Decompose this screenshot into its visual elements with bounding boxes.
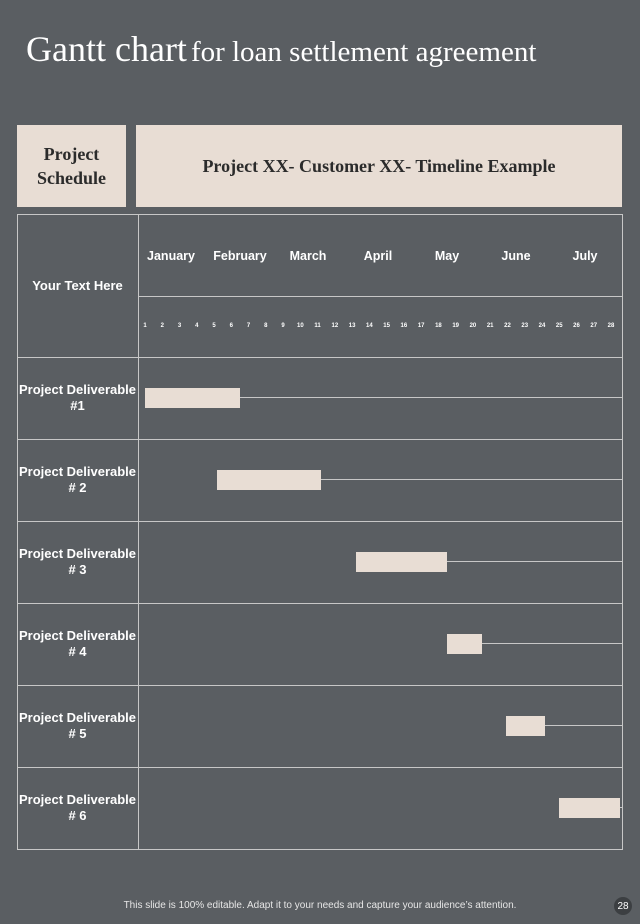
day-tick-label: 9 — [281, 323, 285, 329]
task-leader-line — [321, 479, 623, 480]
task-bar — [217, 470, 321, 490]
month-label: June — [501, 249, 531, 263]
timeline-title-box: Project XX- Customer XX- Timeline Example — [136, 125, 622, 207]
day-tick-label: 4 — [195, 323, 199, 329]
task-leader-line — [545, 725, 623, 726]
day-tick-label: 19 — [452, 323, 460, 329]
day-tick-label: 20 — [469, 323, 477, 329]
grid-divider — [138, 214, 139, 850]
month-label: May — [434, 249, 460, 263]
task-bar — [447, 634, 482, 654]
task-label: Project Deliverable # 4 — [18, 628, 137, 659]
task-leader-line — [620, 807, 623, 808]
task-leader-line — [482, 643, 623, 644]
month-label: February — [213, 249, 267, 263]
task-label: Project Deliverable # 6 — [18, 792, 137, 823]
day-tick-label: 18 — [435, 323, 442, 329]
day-tick-label: 10 — [296, 323, 304, 329]
title-rest: for loan settlement agreement — [190, 36, 537, 68]
task-label: Project Deliverable # 2 — [18, 464, 137, 495]
row-header: Your Text Here — [32, 278, 123, 293]
day-tick-label: 1 — [143, 323, 147, 329]
row-separator — [17, 521, 623, 522]
footer-text: This slide is 100% editable. Adapt it to your needs and capture your audience’s attention. — [123, 900, 517, 911]
day-tick-label: 12 — [331, 323, 339, 329]
task-bar — [356, 552, 447, 572]
task-label: Project Deliverable #1 — [18, 382, 137, 413]
page-number: 28 — [614, 897, 632, 915]
task-label: Project Deliverable # 5 — [18, 710, 137, 741]
page-title — [26, 28, 536, 70]
day-tick-label: 26 — [573, 323, 580, 329]
day-tick-label: 21 — [486, 323, 494, 329]
task-bar — [145, 388, 240, 408]
day-tick-label: 13 — [348, 323, 356, 329]
day-tick-label: 5 — [212, 323, 216, 329]
gantt-grid — [17, 214, 623, 850]
day-tick-label: 25 — [555, 323, 563, 329]
day-tick-label: 6 — [229, 323, 233, 329]
task-bar — [506, 716, 546, 736]
month-label: March — [289, 249, 327, 263]
row-separator — [17, 439, 623, 440]
day-tick-label: 3 — [177, 323, 182, 329]
task-bar — [559, 798, 619, 818]
day-tick-label: 23 — [521, 323, 529, 329]
day-tick-label: 7 — [246, 323, 251, 329]
title-main: Gantt chart — [26, 29, 187, 69]
row-separator — [17, 767, 623, 768]
day-tick-label: 22 — [504, 323, 511, 329]
day-tick-label: 11 — [314, 323, 321, 329]
task-label: Project Deliverable # 3 — [18, 546, 137, 577]
day-tick-label: 16 — [400, 323, 408, 329]
day-tick-label: 24 — [538, 323, 546, 329]
month-day-divider — [139, 296, 623, 297]
row-separator — [17, 603, 623, 604]
day-tick-label: 2 — [160, 323, 164, 329]
task-leader-line — [447, 561, 623, 562]
row-separator — [17, 357, 623, 358]
day-tick-label: 8 — [264, 323, 268, 329]
month-label: July — [572, 249, 598, 263]
row-separator — [17, 685, 623, 686]
day-tick-label: 27 — [590, 323, 598, 329]
day-tick-label: 14 — [366, 323, 373, 329]
day-tick-label: 17 — [417, 323, 425, 329]
day-tick-label: 28 — [607, 323, 615, 329]
month-label: January — [147, 249, 195, 263]
day-tick-label: 15 — [383, 323, 390, 329]
task-leader-line — [240, 397, 623, 398]
project-schedule-box: Project Schedule — [17, 125, 126, 207]
month-label: April — [363, 249, 393, 263]
